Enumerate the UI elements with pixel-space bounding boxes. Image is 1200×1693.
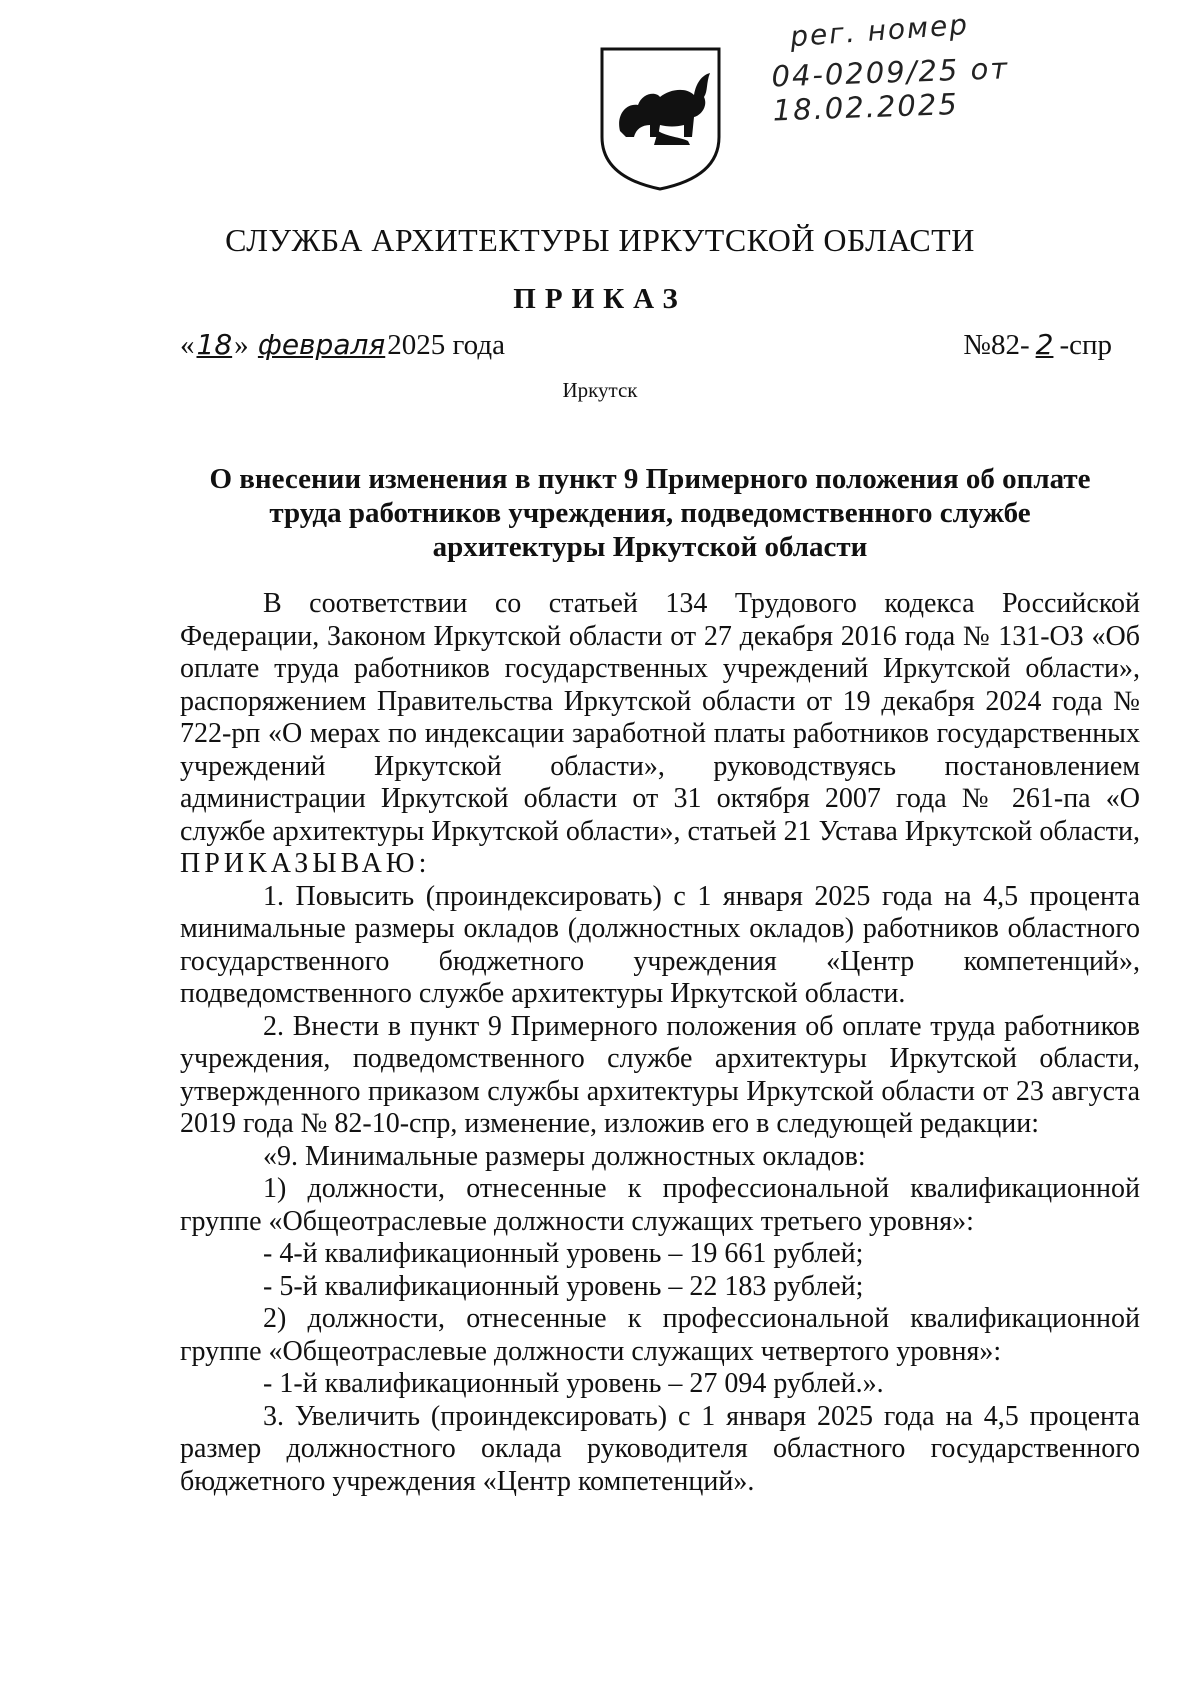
date-year: 2025 года — [387, 329, 505, 361]
clause-9-1-a: - 4-й квалификационный уровень – 19 661 рублей; — [263, 1238, 864, 1269]
organization-name: СЛУЖБА АРХИТЕКТУРЫ ИРКУТСКОЙ ОБЛАСТИ — [225, 222, 975, 258]
clause-9-2-a: - 1-й квалификационный уровень – 27 094 рублей.». — [263, 1368, 884, 1399]
number-handwritten: 2 — [1035, 328, 1054, 361]
clause-9: «9. Минимальные размеры должностных окладов: — [263, 1140, 866, 1172]
command-word: ПРИКАЗЫВАЮ: — [180, 848, 431, 879]
item-2: 2. Внести в пункт 9 Примерного положения об оплате труда работников учреждения, подведомственного службе архитектуры Иркутской области, утвержденного приказом службы архитектуры Иркутской области от 23 августа 2019 года № 82-10-спр, изменение, изложив его в следующей редакции: — [180, 1010, 1140, 1139]
document-body — [180, 588, 1140, 1498]
item-3: 3. Увеличить (проиндексировать) с 1 января 2025 года на 4,5 процента размер должностного оклада руководителя областного государственного бюджетного учреждения «Центр компетенций». — [180, 1400, 1140, 1497]
clause-9-1: 1) должности, отнесенные к профессиональной квалификационной группе «Общеотраслевые должности служащих третьего уровня»: — [180, 1173, 1140, 1237]
document-type: ПРИКАЗ — [513, 283, 687, 315]
order-date — [180, 328, 505, 362]
city: Иркутск — [562, 378, 638, 402]
number-suffix: -спр — [1059, 329, 1112, 361]
registration-number: 04-0209/25 от 18.02.2025 — [770, 51, 1010, 128]
number-prefix: №82- — [963, 329, 1030, 361]
coat-of-arms-emblem — [598, 45, 723, 193]
preamble: В соответствии со статьей 134 Трудового кодекса Российской Федерации, Законом Иркутской области от 27 декабря 2016 года № 131-ОЗ «Об оплате труда работников государственных учреждений Иркутской области», распоряжением Правительства Иркутской области от 19 декабря 2024 года № 722-рп «О мерах по индексации заработной платы работников государственных учреждений Иркутской области», руководствуясь постановлением администрации Иркутской области от 31 октября 2007 года № 261-па «О службе архитектуры Иркутской области», статьей 21 Устава Иркутской области, — [180, 588, 1140, 847]
date-day: 18 — [196, 328, 233, 361]
date-open-quote: « — [180, 329, 195, 361]
item-1: 1. Повысить (проиндексировать) с 1 января 2025 года на 4,5 процента минимальные размеры окладов (должностных окладов) работников областного государственного бюджетного учреждения «Центр компетенций», подведомственного службе архитектуры Иркутской области. — [180, 880, 1140, 1009]
registration-label: рег. номер — [789, 7, 971, 54]
document-title: О внесении изменения в пункт 9 Примерного положения об оплате труда работников учреждения, подведомственного службе архитектуры Иркутской области — [209, 463, 1091, 563]
date-month: февраля — [257, 328, 386, 361]
clause-9-1-b: - 5-й квалификационный уровень – 22 183 рублей; — [263, 1270, 864, 1302]
clause-9-2: 2) должности, отнесенные к профессиональной квалификационной группе «Общеотраслевые должности служащих четвертого уровня»: — [180, 1303, 1140, 1367]
date-close-quote: » — [234, 329, 249, 361]
order-number — [963, 328, 1112, 362]
